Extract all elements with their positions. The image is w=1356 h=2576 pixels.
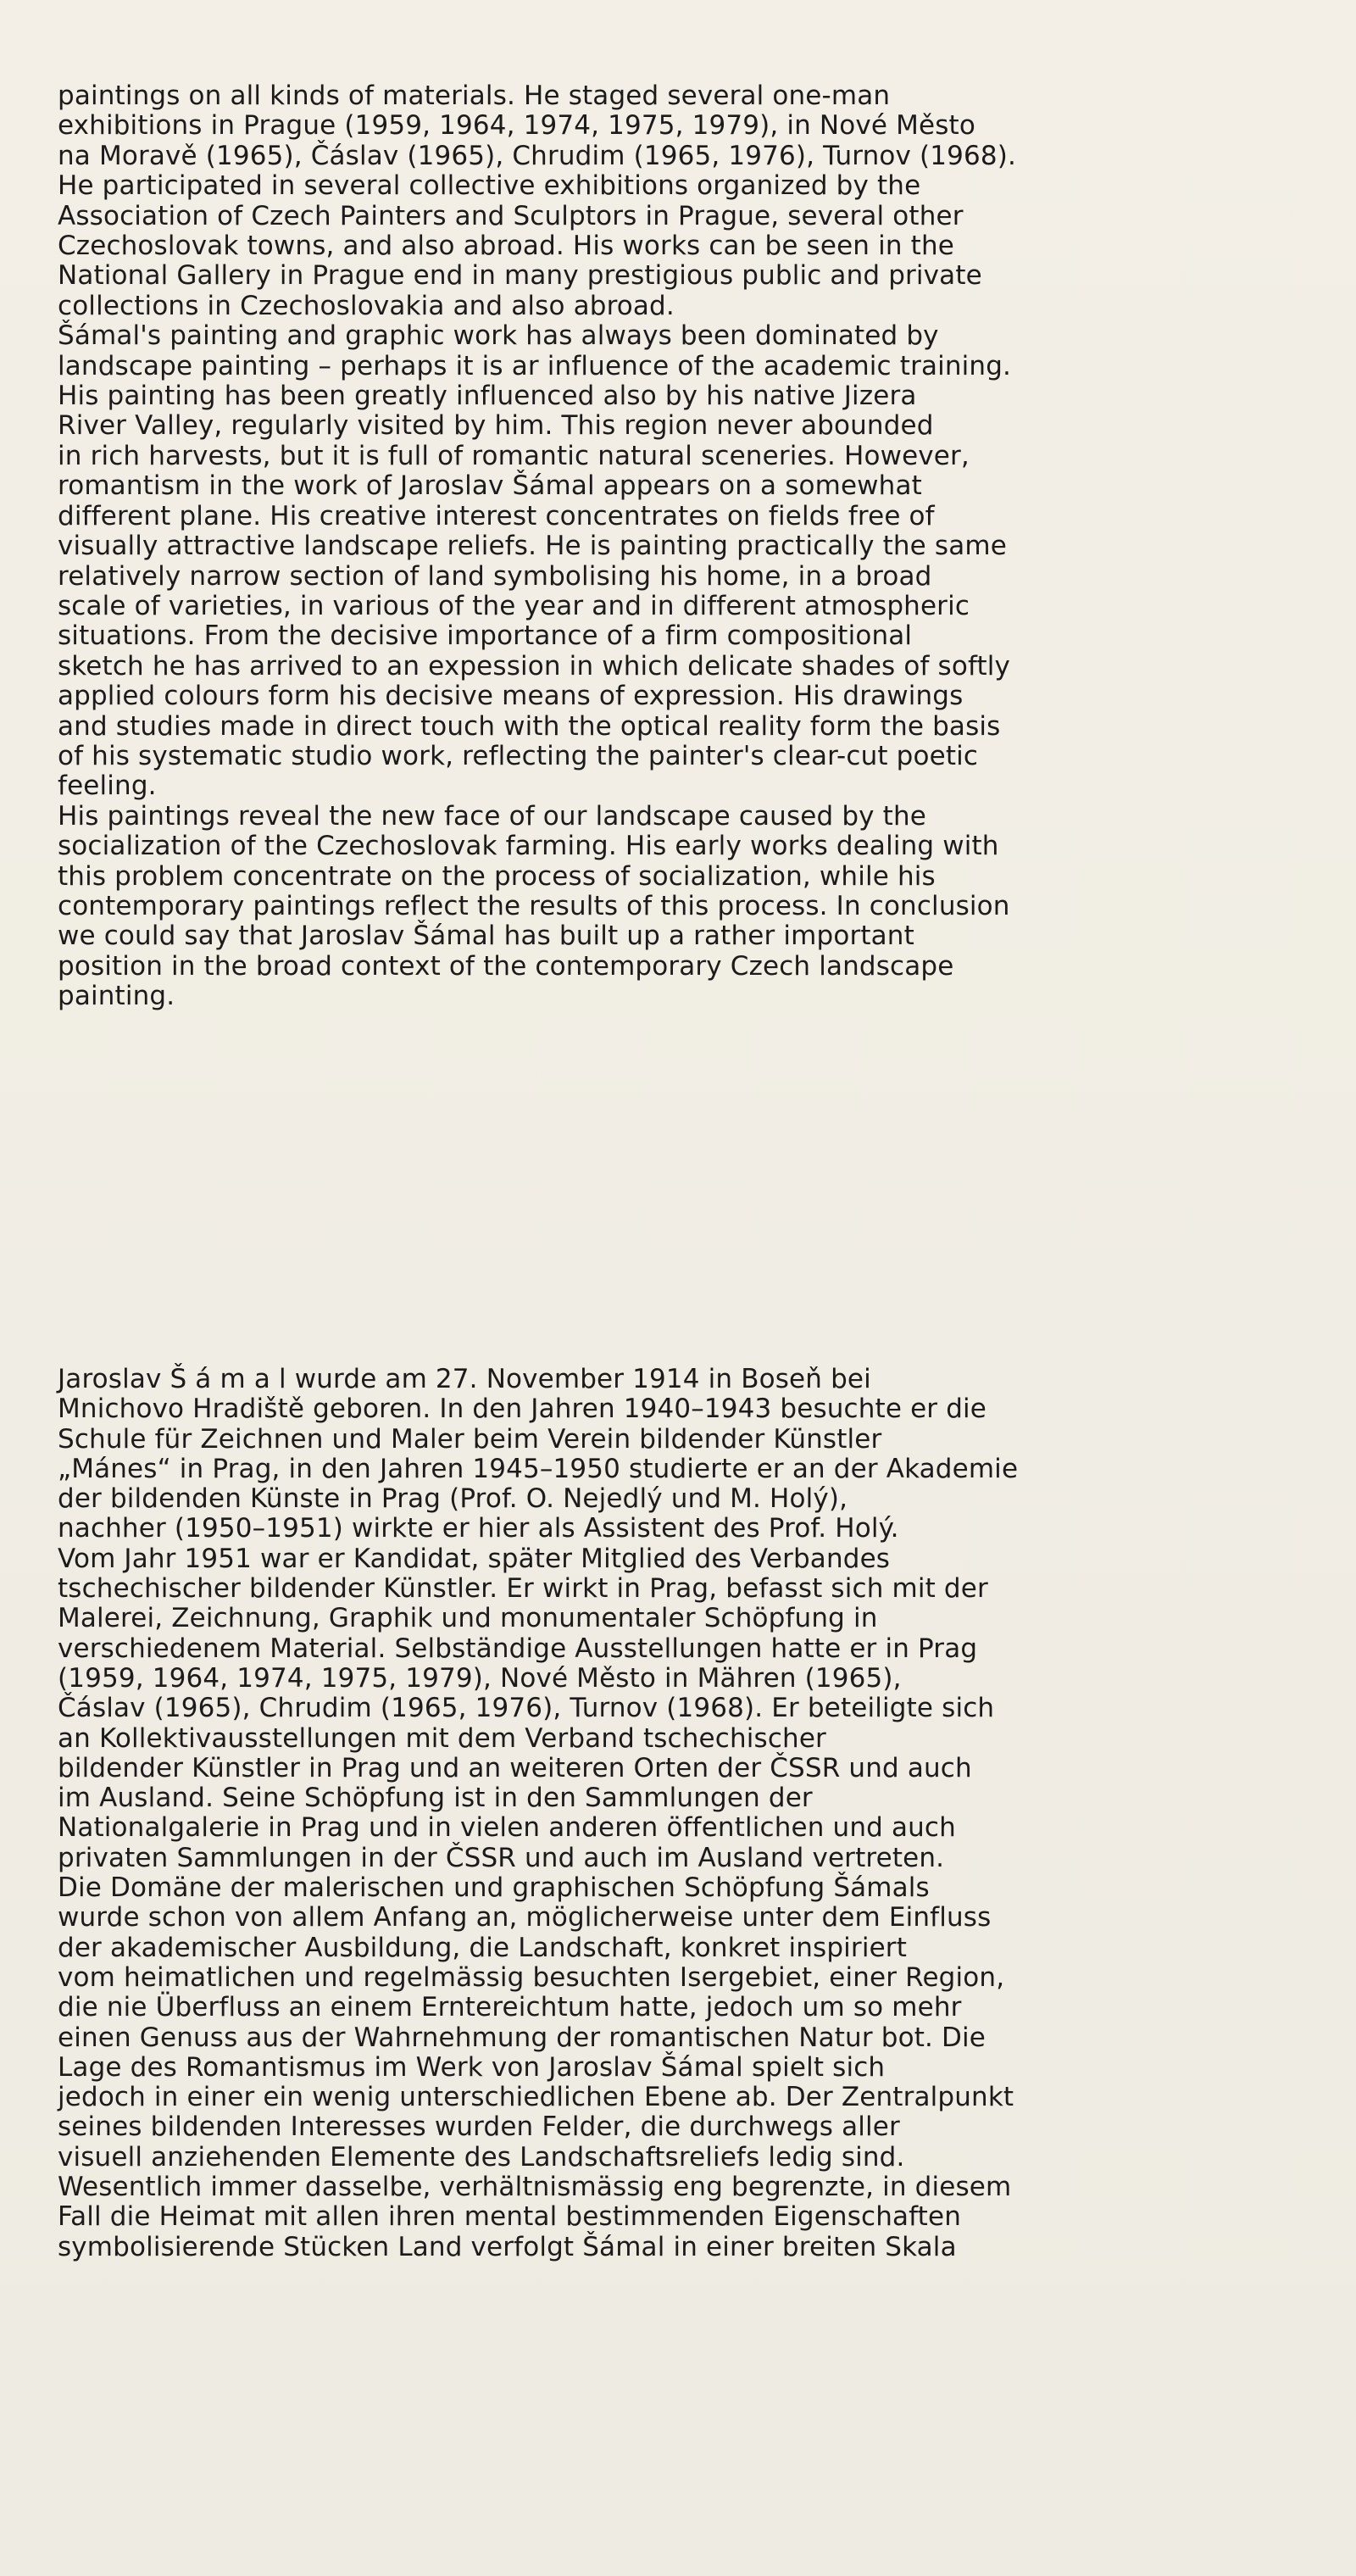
english-line: His paintings reveal the new face of our landscape caused by the	[58, 800, 926, 832]
german-line: jedoch in einer ein wenig unterschiedlichen Ebene ab. Der Zentralpunkt	[58, 2082, 1014, 2113]
english-line: Association of Czech Painters and Sculptors in Prague, several other	[58, 200, 964, 231]
english-line: landscape painting – perhaps it is ar influence of the academic training.	[58, 350, 1012, 381]
german-line: Die Domäne der malerischen und graphischen Schöpfung Šámals	[58, 1872, 930, 1904]
german-line: Čáslav (1965), Chrudim (1965, 1976), Turnov (1968). Er beteiligte sich	[58, 1693, 995, 1724]
english-line: He participated in several collective exhibitions organized by the	[58, 170, 921, 202]
german-line: symbolisierende Stücken Land verfolgt Šámal in einer breiten Skala	[58, 2231, 957, 2262]
english-line: visually attractive landscape reliefs. He is painting practically the same	[58, 531, 1007, 562]
german-line: einen Genuss aus der Wahrnehmung der romantischen Natur bot. Die	[58, 2022, 986, 2053]
english-line: sketch he has arrived to an expession in which delicate shades of softly	[58, 650, 1011, 682]
english-line: National Gallery in Prague end in many prestigious public and private	[58, 260, 982, 292]
english-line: situations. From the decisive importance of a firm compositional	[58, 620, 913, 652]
english-line: we could say that Jaroslav Šámal has built up a rather important	[58, 921, 914, 952]
english-line: this problem concentrate on the process of socialization, while his	[58, 860, 936, 892]
german-line: vom heimatlichen und regelmässig besuchten Isergebiet, einer Region,	[58, 1961, 1005, 1993]
english-line: feeling.	[58, 771, 157, 802]
german-line: seines bildenden Interesses wurden Felder, die durchwegs aller	[58, 2111, 900, 2143]
german-line: Vom Jahr 1951 war er Kandidat, später Mitglied des Verbandes	[58, 1543, 891, 1574]
german-line: Lage des Romantismus im Werk von Jaroslav Šámal spielt sich	[58, 2051, 886, 2083]
english-line: relatively narrow section of land symbolising his home, in a broad	[58, 560, 932, 592]
german-line: die nie Überfluss an einem Erntereichtum hatte, jedoch um so mehr	[58, 1992, 962, 2023]
german-line: „Mánes“ in Prag, in den Jahren 1945–1950 studierte er an der Akademie	[58, 1453, 1019, 1484]
english-line: of his systematic studio work, reflecting the painter's clear-cut poetic	[58, 740, 979, 771]
german-line: privaten Sammlungen in der ČSSR und auch im Ausland vertreten.	[58, 1842, 945, 1873]
german-line: Mnichovo Hradiště geboren. In den Jahren 1940–1943 besuchte er die	[58, 1394, 987, 1425]
german-line: (1959, 1964, 1974, 1975, 1979), Nové Město in Mähren (1965),	[58, 1662, 902, 1694]
english-line: scale of varieties, in various of the year and in different atmospheric	[58, 590, 970, 621]
german-line: Wesentlich immer dasselbe, verhältnismässig eng begrenzte, in diesem	[58, 2172, 1012, 2203]
german-line: Fall die Heimat mit allen ihren mental bestimmenden Eigenschaften	[58, 2201, 961, 2233]
english-line: His painting has been greatly influenced also by his native Jizera	[58, 381, 917, 412]
german-line: der akademischer Ausbildung, die Landschaft, konkret inspiriert	[58, 1932, 908, 1963]
english-line: applied colours form his decisive means of expression. His drawings	[58, 681, 964, 712]
english-line: exhibitions in Prague (1959, 1964, 1974, 1975, 1979), in Nové Město	[58, 110, 975, 142]
english-line: painting.	[58, 981, 175, 1012]
english-line: socialization of the Czechoslovak farming. His early works dealing with	[58, 831, 999, 862]
english-line: different plane. His creative interest concentrates on fields free of	[58, 500, 935, 531]
english-line: contemporary paintings reflect the results of this process. In conclusion	[58, 890, 1010, 921]
german-line: visuell anziehenden Elemente des Landschaftsreliefs ledig sind.	[58, 2141, 905, 2173]
german-line: der bildenden Künste in Prag (Prof. O. Nejedlý und M. Holý),	[58, 1483, 848, 1515]
german-line: Malerei, Zeichnung, Graphik und monumentaler Schöpfung in	[58, 1603, 878, 1634]
german-line: im Ausland. Seine Schöpfung ist in den Sammlungen der	[58, 1783, 813, 1814]
english-line: position in the broad context of the contemporary Czech landscape	[58, 950, 954, 982]
english-line: paintings on all kinds of materials. He staged several one-man	[58, 81, 891, 111]
german-line: an Kollektivausstellungen mit dem Verband tschechischer	[58, 1722, 826, 1754]
german-line: Schule für Zeichnen und Maler beim Verein bildender Künstler	[58, 1423, 882, 1455]
english-line: and studies made in direct touch with the optical reality form the basis	[58, 710, 1001, 742]
english-line: Šámal's painting and graphic work has always been dominated by	[58, 320, 939, 352]
english-text-block	[58, 81, 1329, 1012]
english-line: in rich harvests, but it is full of romantic natural sceneries. However,	[58, 440, 970, 471]
german-line: verschiedenem Material. Selbständige Ausstellungen hatte er in Prag	[58, 1633, 978, 1664]
english-line: collections in Czechoslovakia and also abroad.	[58, 290, 675, 321]
german-line: bildender Künstler in Prag und an weiteren Orten der ČSSR und auch	[58, 1752, 972, 1783]
german-line: wurde schon von allem Anfang an, möglicherweise unter dem Einfluss	[58, 1902, 992, 1933]
english-line: River Valley, regularly visited by him. This region never abounded	[58, 410, 934, 442]
german-line: nachher (1950–1951) wirkte er hier als Assistent des Prof. Holý.	[58, 1513, 899, 1544]
german-text-block	[58, 1365, 1329, 2262]
german-line: Nationalgalerie in Prag und in vielen anderen öffentlichen und auch	[58, 1812, 956, 1844]
english-line: Czechoslovak towns, and also abroad. His works can be seen in the	[58, 231, 954, 262]
german-line: tschechischer bildender Künstler. Er wirkt in Prag, befasst sich mit der	[58, 1573, 988, 1605]
english-line: na Moravě (1965), Čáslav (1965), Chrudim (1965, 1976), Turnov (1968).	[58, 140, 1016, 171]
english-line: romantism in the work of Jaroslav Šámal appears on a somewhat	[58, 470, 922, 502]
german-line: Jaroslav Š á m a l wurde am 27. November 1914 in Boseň bei	[58, 1364, 871, 1394]
